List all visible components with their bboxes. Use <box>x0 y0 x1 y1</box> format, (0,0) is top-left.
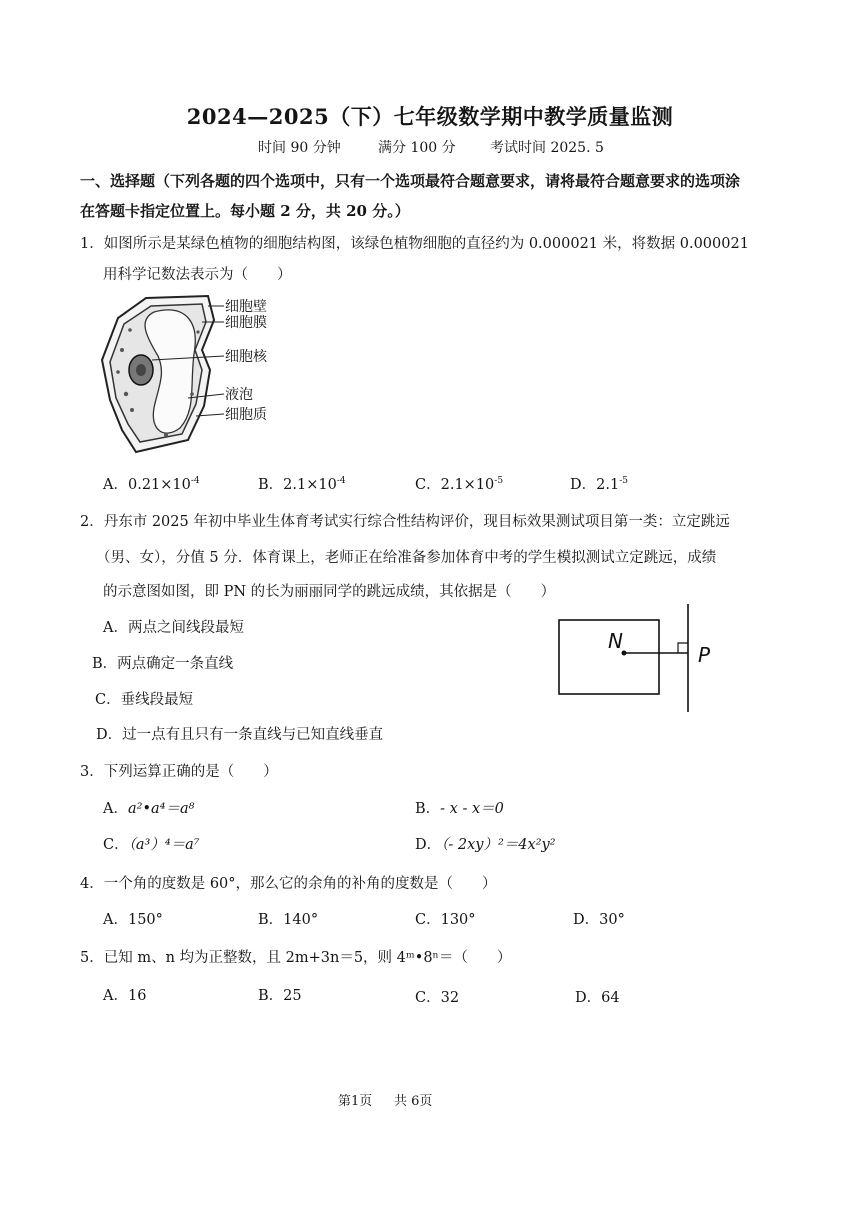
q1-option-d: D．$2.1^{-5}$ <box>570 476 628 493</box>
q5-stem: 5．已知 m、n 均为正整数，且 2m+3n＝5，则 4ᵐ•8ⁿ＝（ ） <box>80 950 512 966</box>
q2-stem-line1: 2．丹东市 2025 年初中毕业生体育考试实行综合性结构评价，现目标效果测试项目第一类：立定跳远 <box>80 514 730 530</box>
q1-option-c: C．$2.1\times 10^{-5}$ <box>415 476 504 493</box>
q4-option-b: B．140° <box>258 912 319 928</box>
q1-option-b: B．$2.1\times 10^{-4}$ <box>258 476 346 493</box>
label-nucleus: 细胞核 <box>225 349 267 365</box>
q5-option-b: B．25 <box>258 988 302 1004</box>
label-cell-membrane: 细胞膜 <box>225 315 267 331</box>
q2-stem-line2: （男、女），分值 5 分．体育课上，老师正在给准备参加体育中考的学生模拟测试立定跳远，成绩 <box>96 550 717 566</box>
right-angle-mark <box>678 643 688 653</box>
q5-option-a: A．16 <box>103 988 147 1004</box>
q1-stem-line1: 1．如图所示是某绿色植物的细胞结构图，该绿色植物细胞的直径约为 0.000021 米，将数据 0.000021 <box>80 236 749 252</box>
q3-option-b: B．- x - x＝0 <box>415 801 504 817</box>
total-pages: 共 6页 <box>394 1094 433 1109</box>
q4-option-c: C．130° <box>415 912 476 928</box>
q4-stem: 4．一个角的度数是 60°，那么它的余角的补角的度数是（ ） <box>80 876 497 892</box>
label-cell-wall: 细胞壁 <box>225 299 267 315</box>
nucleolus-shape <box>136 364 146 376</box>
q3-option-c: C．（a³）⁴＝a⁷ <box>103 837 200 853</box>
q3-option-a: A．a²•a⁴＝a⁸ <box>103 801 195 817</box>
exam-date: 考试时间 2025. 5 <box>490 140 604 156</box>
label-cytoplasm: 细胞质 <box>225 407 267 423</box>
q3-option-d: D．（- 2xy）²＝4x²y² <box>415 837 556 853</box>
q1-option-a: A．$0.21\times 10^{-4}$ <box>103 476 200 493</box>
exam-duration: 时间 90 分钟 <box>258 140 341 156</box>
q1-stem-line2: 用科学记数法表示为（ ） <box>103 267 292 283</box>
q2-option-d: D．过一点有且只有一条直线与已知直线垂直 <box>96 727 384 743</box>
q2-option-b: B．两点确定一条直线 <box>92 656 234 672</box>
long-jump-diagram <box>550 600 740 715</box>
exam-title: 2024—2025（下）七年级数学期中教学质量监测 <box>186 104 674 129</box>
section-heading-line2: 在答题卡指定位置上。每小题 2 分，共 20 分。） <box>80 202 410 220</box>
q5-option-c: C．32 <box>415 990 460 1006</box>
q2-option-a: A．两点之间线段最短 <box>103 620 244 636</box>
label-p: P <box>698 643 711 667</box>
plant-cell-diagram <box>96 290 286 460</box>
section-heading-line1: 一、选择题（下列各题的四个选项中，只有一个选项最符合题意要求，请将最符合题意要求的选项涂 <box>80 172 741 190</box>
q2-option-c: C．垂线段最短 <box>95 692 194 708</box>
label-n: N <box>608 629 623 653</box>
q4-option-a: A．150° <box>103 912 163 928</box>
q5-option-d: D．64 <box>575 990 620 1006</box>
page-number: 第1页 <box>338 1094 373 1109</box>
q3-stem: 3．下列运算正确的是（ ） <box>80 764 278 780</box>
label-vacuole: 液泡 <box>225 387 253 403</box>
q2-stem-line3: 的示意图如图，即 PN 的长为丽丽同学的跳远成绩，其依据是（ ） <box>103 584 556 600</box>
q4-option-d: D．30° <box>573 912 625 928</box>
exam-full-score: 满分 100 分 <box>378 140 456 156</box>
